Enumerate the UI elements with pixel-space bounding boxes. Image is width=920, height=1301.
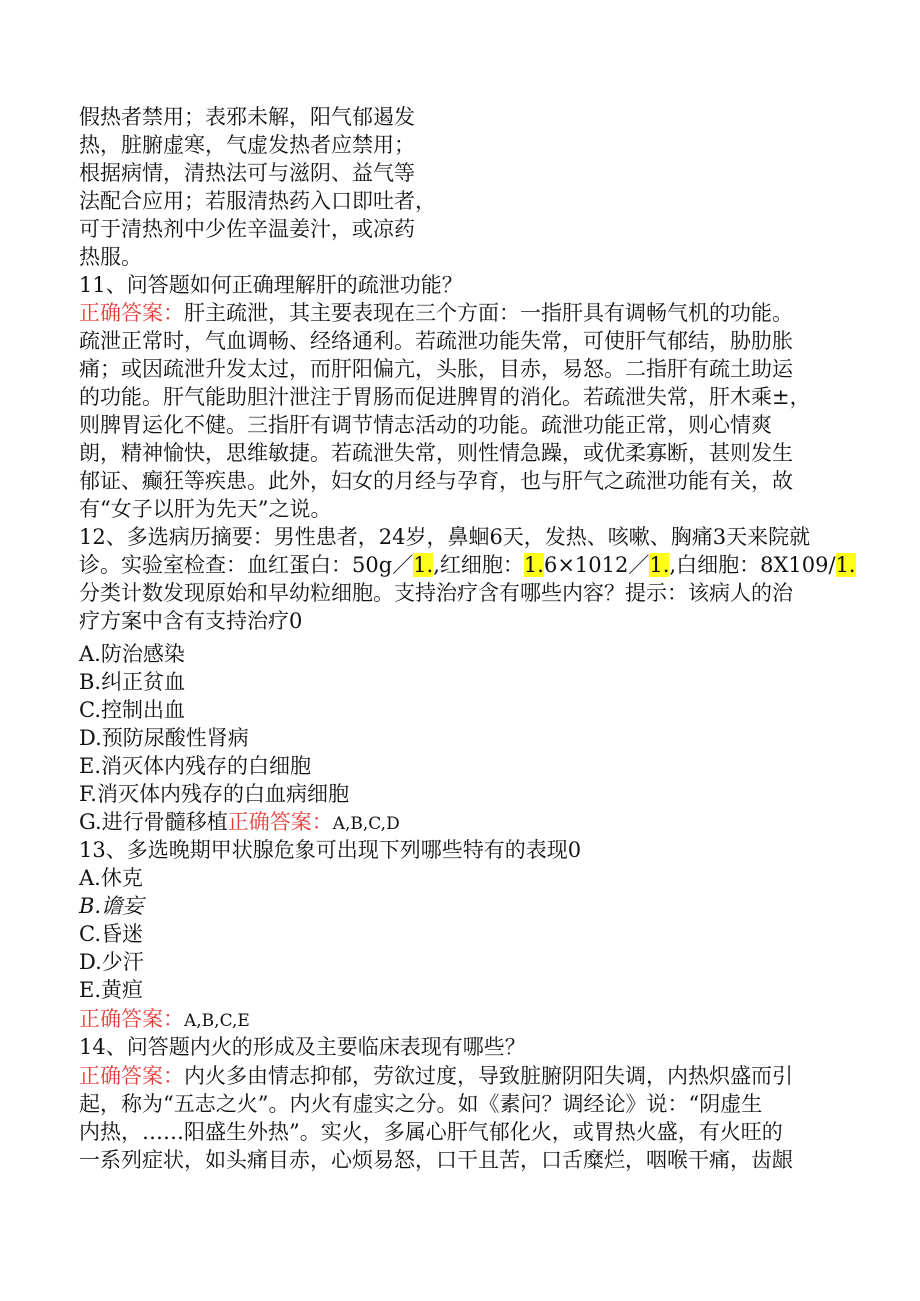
lab-text: ,红细胞： — [433, 553, 524, 577]
answer-label: 正确答案： — [79, 301, 184, 325]
highlighted-value: 1. — [835, 553, 856, 577]
question-11-title: 11、问答题如何正确理解肝的疏泄功能？ — [79, 273, 463, 297]
answer-line: 则脾胃运化不健。三指肝有调节情志活动的功能。疏泄功能正常，则心情爽 — [79, 413, 772, 437]
option-g-with-answer — [79, 808, 400, 838]
option-a: A.防治感染 — [79, 642, 185, 666]
option-d: D.预防尿酸性肾病 — [79, 726, 249, 750]
answer-value: A,B,C,D — [332, 814, 400, 834]
answer-label: 正确答案： — [79, 1064, 184, 1088]
answer-text: 肝主疏泄，其主要表现在三个方面：一指肝具有调畅气机的功能。 — [184, 301, 793, 325]
answer-line: 内热，……阳盛生外热”。实火，多属心肝气郁化火，或胃热火盛，有火旺的 — [79, 1120, 783, 1144]
answer-line: 郁证、癫狂等疾患。此外，妇女的月经与孕育，也与肝气之疏泄功能有关，故 — [79, 469, 793, 493]
option-g: G.进行骨髓移植 — [79, 810, 228, 834]
answer-line: 痛；或因疏泄升发太过，而肝阳偏亢，头胀，目赤，易怒。二指肝有疏土助运 — [79, 357, 793, 381]
option-e: E.黄疸 — [79, 978, 144, 1002]
highlighted-value: 1. — [413, 553, 434, 577]
lab-text: 6×1012／ — [543, 553, 650, 577]
option-d: D.少汗 — [79, 950, 144, 974]
option-e: E.消灭体内残存的白细胞 — [79, 754, 312, 778]
answer-line: 一系列症状，如头痛目赤，心烦易怒，口干且苦，口舌糜烂，咽喉干痛，齿龈 — [79, 1148, 793, 1172]
answer-label: 正确答案： — [79, 1007, 184, 1031]
question-14-title: 14、问答题内火的形成及主要临床表现有哪些？ — [79, 1035, 526, 1059]
intro-line: 假热者禁用；表邪未解，阳气郁遏发 — [79, 105, 415, 129]
answer-line: 有“女子以肝为先天”之说。 — [79, 497, 332, 521]
option-f: F.消灭体内残存的白血病细胞 — [79, 782, 349, 806]
intro-line: 法配合应用；若服清热药入口即吐者， — [79, 189, 436, 213]
answer-line: 朗，精神愉快，思维敏捷。若疏泄失常，则性情急躁，或优柔寡断，甚则发生 — [79, 441, 793, 465]
question-11-answer-first-line — [79, 299, 793, 327]
answer-line: 疏泄正常时，气血调畅、经络通利。若疏泄功能失常，可使肝气郁结，胁肋胀 — [79, 329, 793, 353]
question-12-lab-line — [79, 551, 856, 579]
intro-line: 热服。 — [79, 245, 142, 269]
question-13-answer — [79, 1005, 250, 1035]
option-c: C.昏迷 — [79, 922, 143, 946]
answer-line: 的功能。肝气能助胆汁泄注于胃肠而促进脾胃的消化。若疏泄失常，肝木乘±， — [79, 385, 811, 409]
option-c: C.控制出血 — [79, 698, 185, 722]
intro-line: 可于清热剂中少佐辛温姜汁，或凉药 — [79, 217, 415, 241]
answer-text: 内火多由情志抑郁，劳欲过度，导致脏腑阴阳失调，内热炽盛而引 — [184, 1064, 793, 1088]
question-13-title: 13、多选晚期甲状腺危象可出现下列哪些特有的表现0 — [79, 838, 582, 862]
option-b: B.谵妄 — [79, 894, 144, 918]
answer-label: 正确答案： — [227, 810, 333, 834]
intro-line: 热，脏腑虚寒，气虚发热者应禁用； — [79, 133, 415, 157]
lab-text: ,白细胞：8X109/ — [669, 553, 836, 577]
answer-line: 起，称为“五志之火”。内火有虚实之分。如《素问？调经论》说：“阴虚生 — [79, 1092, 763, 1116]
question-12-line: 疗方案中含有支持治疗0 — [79, 609, 303, 633]
question-12-line: 12、多选病历摘要：男性患者，24岁，鼻蛔6天，发热、咳嗽、胸痛3天来院就 — [79, 525, 811, 549]
question-12-line: 分类计数发现原始和早幼粒细胞。支持治疗含有哪些内容？提示：该病人的治 — [79, 581, 793, 605]
question-14-answer-first-line — [79, 1062, 793, 1090]
option-a: A.休克 — [79, 866, 143, 890]
highlighted-value: 1. — [649, 553, 670, 577]
highlighted-value: 1. — [523, 553, 544, 577]
lab-text: 诊。实验室检查：血红蛋白：50g／ — [79, 553, 414, 577]
answer-value: A,B,C,E — [184, 1011, 250, 1031]
intro-line: 根据病情，清热法可与滋阴、益气等 — [79, 161, 415, 185]
option-b: B.纠正贫血 — [79, 670, 186, 694]
